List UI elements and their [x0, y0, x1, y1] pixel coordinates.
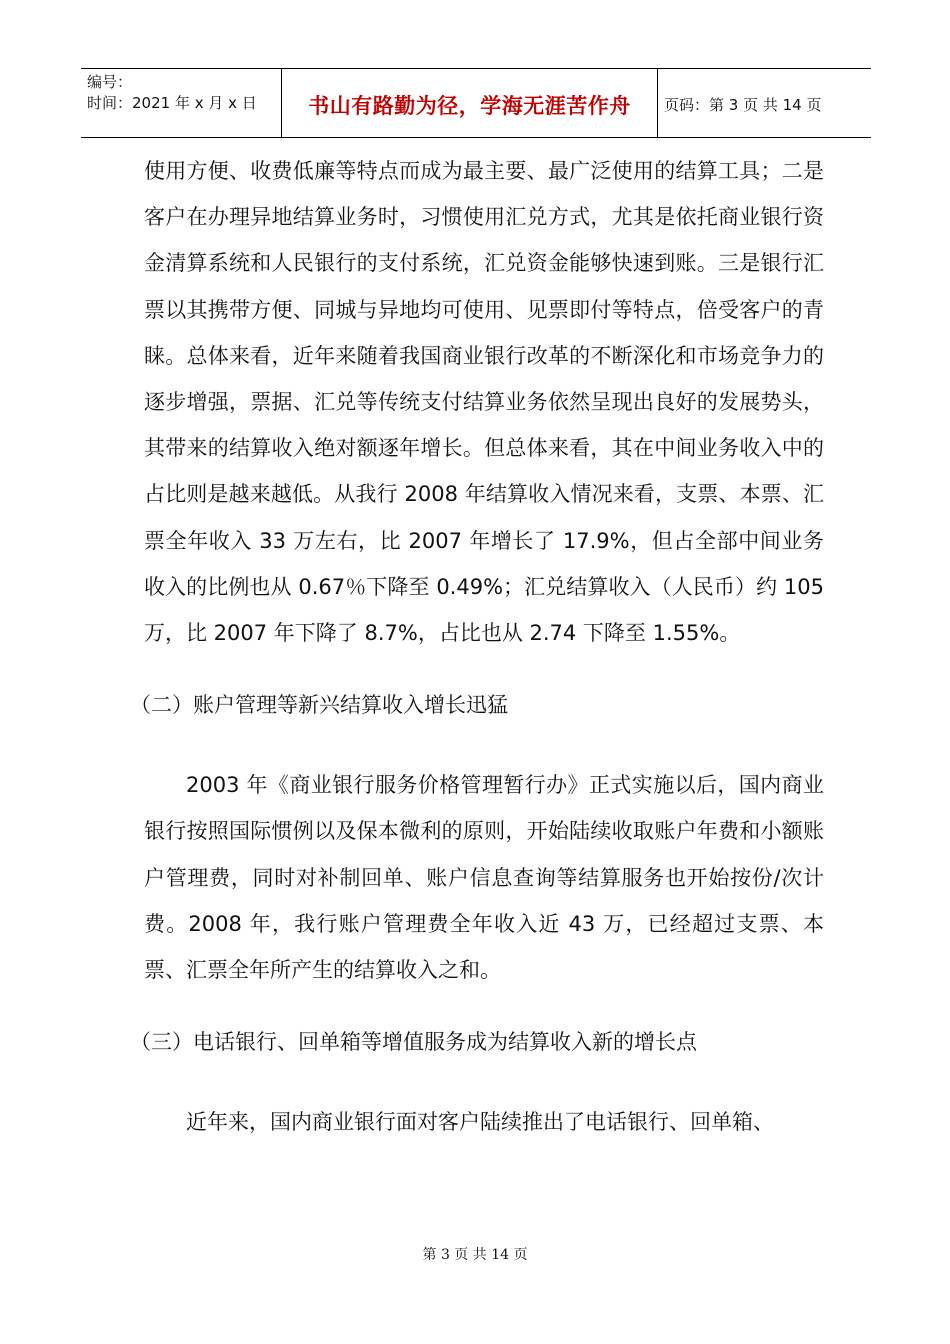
page-footer: 第 3 页 共 14 页	[422, 1247, 528, 1263]
section-heading-3: （三）电话银行、回单箱等增值服务成为结算收入新的增长点	[130, 1030, 697, 1055]
document-number-label: 编号：	[87, 73, 133, 91]
document-body	[130, 148, 824, 1145]
body-paragraph-3: 近年来，国内商业银行面对客户陆续推出了电话银行、回单箱、	[186, 1110, 774, 1135]
header-meta-cell	[81, 69, 282, 137]
section-heading-2: （二）账户管理等新兴结算收入增长迅猛	[130, 693, 508, 718]
body-paragraph-1: 使用方便、收费低廉等特点而成为最主要、最广泛使用的结算工具；二是客户在办理异地结算业务时，习惯使用汇兑方式，尤其是依托商业银行资金清算系统和人民银行的支付系统，汇兑资金能够快速到账。三是银行汇票以其携带方便、同城与异地均可使用、见票即付等特点，倍受客户的青睐。总体来看，近年来随着我国商业银行改革的不断深化和市场竞争力的逐步增强，票据、汇兑等传统支付结算业务依然呈现出良好的发展势头，其带来的结算收入绝对额逐年增长。但总体来看，其在中间业务收入中的占比则是越来越低。从我行 2008 年结算收入情况来看，支票、本票、汇票全年收入 33 万左右，比 2007 年增长了 17.9%，但占全部中间业务收入的比例也从 0.67％下降至 0.49%；汇兑结算收入（人民币）约 105 万，比 2007 年下降了 8.7%，占比也从 2.74 下降至 1.55%。	[144, 159, 824, 646]
header-motto: 书山有路勤为径，学海无涯苦作舟	[282, 69, 658, 137]
page-header	[81, 68, 871, 138]
header-page-indicator: 页码：第 3 页 共 14 页	[664, 95, 822, 114]
document-date-label: 时间：2021 年 x 月 x 日	[87, 94, 257, 112]
body-paragraph-2: 2003 年《商业银行服务价格管理暂行办》正式实施以后，国内商业银行按照国际惯例以及保本微利的原则，开始陆续收取账户年费和小额账户管理费，同时对补制回单、账户信息查询等结算服务也开始按份/次计费。2008 年，我行账户管理费全年收入近 43 万，已经超过支票、本票、汇票全年所产生的结算收入之和。	[144, 773, 824, 983]
